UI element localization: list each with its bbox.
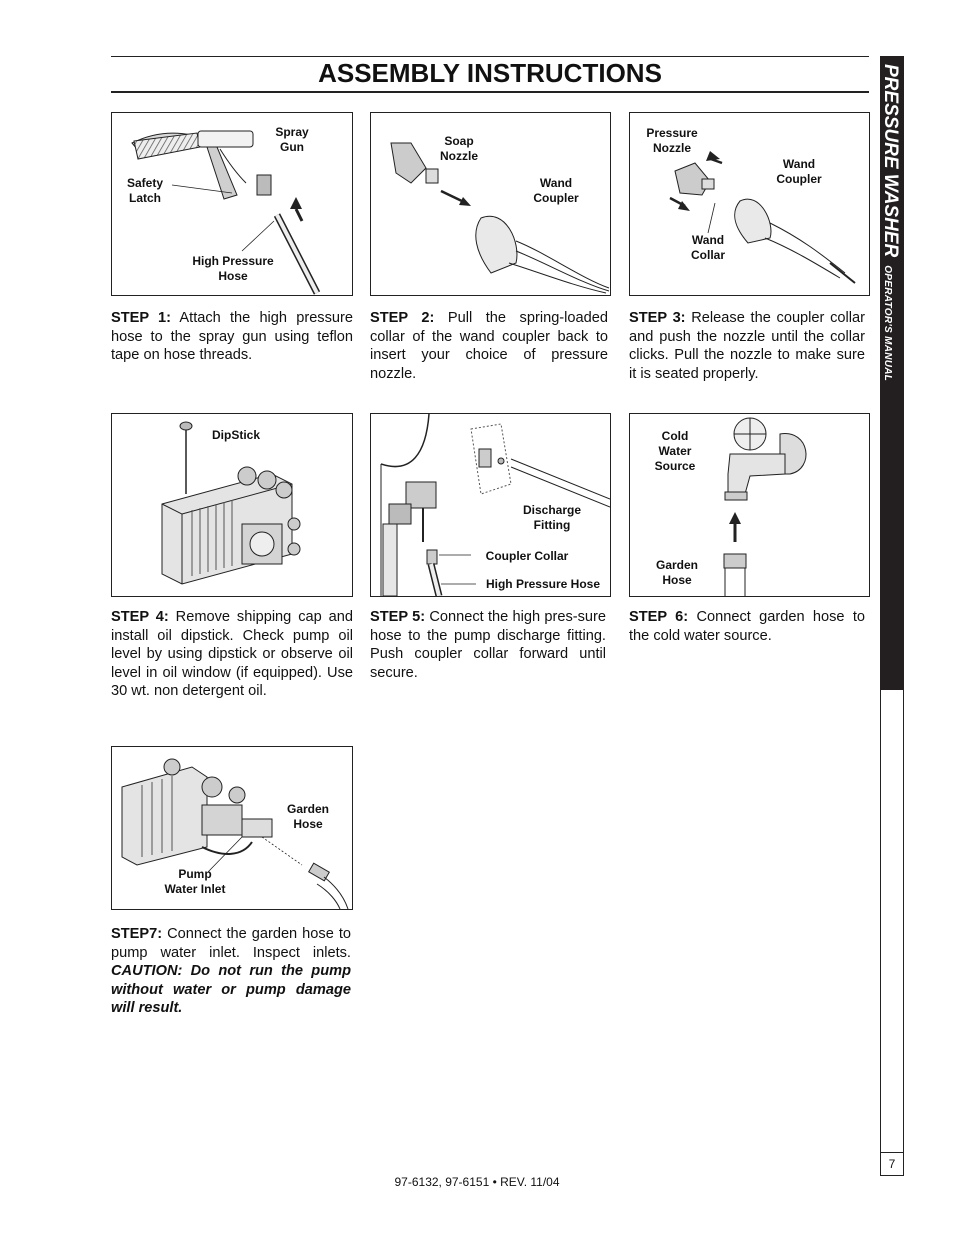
step-5-illustration [370, 413, 611, 597]
step-7-body: Connect the garden hose to pump water inlet. Inspect inlets. [111, 926, 351, 961]
label-garden-hose-7: Garden Hose [286, 802, 329, 831]
title-underline [111, 91, 869, 93]
label-high-pressure-hose: High Pressure Hose [192, 254, 274, 283]
step-2-illustration [370, 112, 611, 296]
label-wand-collar: Wand Collar [690, 233, 725, 262]
step-5-body: Connect the high pres-sure hose to the pump discharge fitting. Push coupler collar forward until secure. [370, 609, 606, 681]
step-2-body: Pull the spring-loaded collar of the wand coupler back to insert your choice of pressure nozzle. [370, 310, 608, 382]
step-1-label: STEP 1: [111, 310, 172, 326]
step-4-text [111, 608, 353, 701]
step-3-illustration [629, 112, 870, 296]
step-3-label: STEP 3: [629, 310, 686, 326]
sidebar-subtitle: OPERATOR'S MANUAL [882, 265, 893, 382]
label-safety-latch: Safety Latch [126, 176, 164, 205]
label-soap-nozzle: Soap Nozzle [439, 134, 478, 163]
step-3-text [629, 309, 865, 383]
top-rule [111, 56, 869, 57]
footer-doc-code: 97-6132, 97-6151 • REV. 11/04 [394, 1175, 560, 1189]
sidebar-tab [880, 56, 904, 690]
sidebar-title: PRESSURE WASHER [880, 64, 901, 258]
page-title: ASSEMBLY INSTRUCTIONS [318, 58, 662, 88]
step-4-label: STEP 4: [111, 609, 169, 625]
label-coupler-collar: Coupler Collar [485, 549, 569, 563]
label-pressure-nozzle: Pressure Nozzle [646, 126, 698, 155]
label-high-pressure-hose-5: High Pressure Hose [485, 577, 601, 591]
step-6-body: Connect garden hose to the cold water source. [629, 609, 865, 644]
label-wand-coupler-3: Wand Coupler [776, 157, 822, 186]
step-7-text [111, 925, 351, 1018]
label-discharge-fitting: Discharge Fitting [522, 503, 582, 532]
step-7-illustration [111, 746, 353, 910]
step-1-illustration [111, 112, 353, 296]
step-6-label: STEP 6: [629, 609, 689, 625]
step-2-label: STEP 2: [370, 310, 435, 326]
step-1-text [111, 309, 353, 365]
step-1-body: Attach the high pressure hose to the spray gun using teflon tape on hose threads. [111, 310, 353, 364]
step-5-label: STEP 5: [370, 609, 426, 625]
label-wand-coupler: Wand Coupler [533, 176, 579, 205]
sidebar-border [880, 690, 904, 1176]
label-dipstick: DipStick [211, 428, 260, 442]
step-4-illustration [111, 413, 353, 597]
step-4-body: Remove shipping cap and install oil dipstick. Check pump oil level by using dipstick or observe oil level in oil window (if equipped). Use 30 wt. non detergent oil. [111, 609, 353, 700]
page-number: 7 [880, 1152, 904, 1176]
step-6-text [629, 608, 865, 645]
step-3-body: Release the coupler collar and push the nozzle until the collar clicks. Pull the nozzle to make sure it is seated properly. [629, 310, 865, 382]
step-5-text [370, 608, 606, 682]
step-7-caution: CAUTION: Do not run the pump without water or pump damage will result. [111, 963, 351, 1017]
step-7-label: STEP7: [111, 926, 163, 942]
label-garden-hose-6: Garden Hose [655, 558, 698, 587]
label-pump-water-inlet: Pump Water Inlet [164, 867, 226, 896]
label-cold-water-source: Cold Water Source [654, 429, 696, 473]
step-6-illustration [629, 413, 870, 597]
label-spray-gun: Spray Gun [275, 125, 309, 154]
step-2-text [370, 309, 608, 383]
